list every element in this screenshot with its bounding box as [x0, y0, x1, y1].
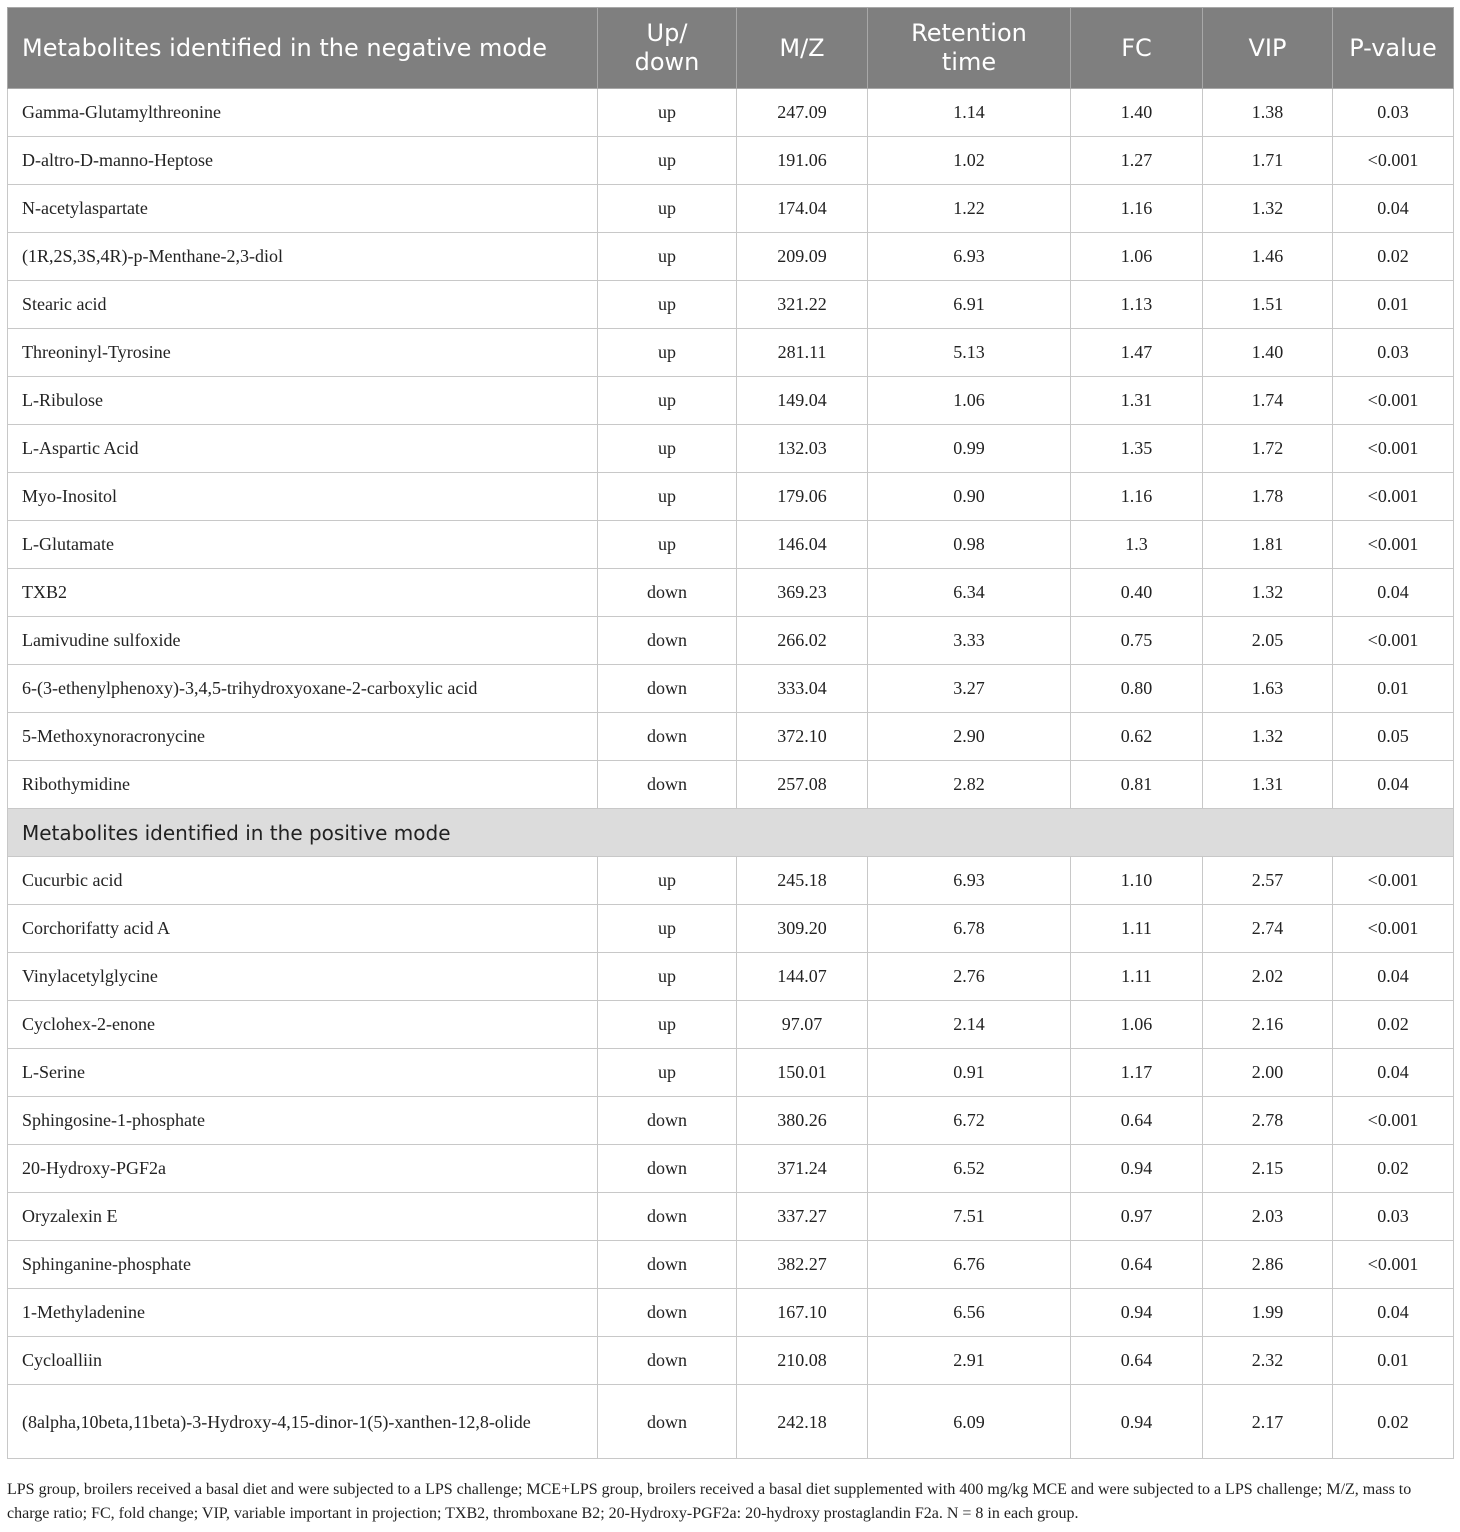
fc-cell: 0.94: [1071, 1289, 1203, 1337]
vip-cell: 1.99: [1203, 1289, 1333, 1337]
table-row: [8, 281, 1454, 329]
direction-cell: down: [598, 617, 737, 665]
direction-cell: up: [598, 1049, 737, 1097]
fc-cell: 0.64: [1071, 1241, 1203, 1289]
p-value-cell: 0.03: [1333, 329, 1454, 377]
fc-cell: 0.94: [1071, 1145, 1203, 1193]
vip-cell: 2.57: [1203, 857, 1333, 905]
retention-time-cell: 2.76: [868, 953, 1071, 1001]
vip-cell: 2.16: [1203, 1001, 1333, 1049]
p-value-cell: 0.04: [1333, 761, 1454, 809]
metabolite-name-cell: Vinylacetylglycine: [8, 953, 598, 1001]
p-value-cell: <0.001: [1333, 137, 1454, 185]
mz-cell: 257.08: [737, 761, 868, 809]
p-value-cell: 0.03: [1333, 89, 1454, 137]
retention-time-cell: 0.98: [868, 521, 1071, 569]
fc-cell: 0.64: [1071, 1097, 1203, 1145]
fc-cell: 0.62: [1071, 713, 1203, 761]
table-row: [8, 617, 1454, 665]
metabolite-name-cell: 6-(3-ethenylphenoxy)-3,4,5-trihydroxyoxane-2-carboxylic acid: [8, 665, 598, 713]
metabolite-name-cell: (1R,2S,3S,4R)-p-Menthane-2,3-diol: [8, 233, 598, 281]
header-metabolite: Metabolites identified in the negative mode: [8, 8, 598, 89]
table-row: [8, 137, 1454, 185]
retention-time-cell: 1.02: [868, 137, 1071, 185]
fc-cell: 1.31: [1071, 377, 1203, 425]
mz-cell: 372.10: [737, 713, 868, 761]
header-p-value: P-value: [1333, 8, 1454, 89]
direction-cell: up: [598, 233, 737, 281]
p-value-cell: <0.001: [1333, 905, 1454, 953]
retention-time-cell: 2.90: [868, 713, 1071, 761]
table-row: [8, 473, 1454, 521]
p-value-cell: <0.001: [1333, 617, 1454, 665]
header-retention-time: Retention time: [868, 8, 1071, 89]
direction-cell: down: [598, 1337, 737, 1385]
fc-cell: 1.3: [1071, 521, 1203, 569]
retention-time-cell: 2.82: [868, 761, 1071, 809]
direction-cell: down: [598, 1193, 737, 1241]
metabolite-name-cell: D-altro-D-manno-Heptose: [8, 137, 598, 185]
table-row: [8, 1337, 1454, 1385]
positive-mode-section-label: Metabolites identified in the positive mode: [8, 809, 1454, 857]
table-row: [8, 1097, 1454, 1145]
table-header-row: [8, 8, 1454, 89]
p-value-cell: 0.02: [1333, 233, 1454, 281]
header-mz: M/Z: [737, 8, 868, 89]
direction-cell: up: [598, 521, 737, 569]
table-row: [8, 905, 1454, 953]
retention-time-cell: 6.52: [868, 1145, 1071, 1193]
mz-cell: 382.27: [737, 1241, 868, 1289]
direction-cell: up: [598, 329, 737, 377]
p-value-cell: 0.02: [1333, 1385, 1454, 1459]
table-row: [8, 713, 1454, 761]
table-row: [8, 1289, 1454, 1337]
vip-cell: 1.74: [1203, 377, 1333, 425]
table-row: [8, 89, 1454, 137]
mz-cell: 371.24: [737, 1145, 868, 1193]
metabolite-name-cell: (8alpha,10beta,11beta)-3-Hydroxy-4,15-dinor-1(5)-xanthen-12,8-olide: [8, 1385, 598, 1459]
fc-cell: 1.11: [1071, 953, 1203, 1001]
fc-cell: 0.97: [1071, 1193, 1203, 1241]
vip-cell: 1.81: [1203, 521, 1333, 569]
metabolite-name-cell: Corchorifatty acid A: [8, 905, 598, 953]
mz-cell: 337.27: [737, 1193, 868, 1241]
vip-cell: 2.32: [1203, 1337, 1333, 1385]
fc-cell: 1.06: [1071, 1001, 1203, 1049]
metabolite-name-cell: L-Glutamate: [8, 521, 598, 569]
mz-cell: 245.18: [737, 857, 868, 905]
retention-time-cell: 0.99: [868, 425, 1071, 473]
mz-cell: 146.04: [737, 521, 868, 569]
vip-cell: 2.78: [1203, 1097, 1333, 1145]
mz-cell: 149.04: [737, 377, 868, 425]
metabolite-name-cell: Cyclohex-2-enone: [8, 1001, 598, 1049]
metabolite-name-cell: Oryzalexin E: [8, 1193, 598, 1241]
mz-cell: 209.09: [737, 233, 868, 281]
retention-time-cell: 6.78: [868, 905, 1071, 953]
fc-cell: 1.10: [1071, 857, 1203, 905]
mz-cell: 179.06: [737, 473, 868, 521]
vip-cell: 2.15: [1203, 1145, 1333, 1193]
metabolite-name-cell: Gamma-Glutamylthreonine: [8, 89, 598, 137]
retention-time-cell: 2.14: [868, 1001, 1071, 1049]
metabolite-name-cell: 5-Methoxynoracronycine: [8, 713, 598, 761]
metabolite-name-cell: Cycloalliin: [8, 1337, 598, 1385]
p-value-cell: <0.001: [1333, 1241, 1454, 1289]
table-row: [8, 425, 1454, 473]
fc-cell: 1.16: [1071, 185, 1203, 233]
direction-cell: up: [598, 137, 737, 185]
p-value-cell: <0.001: [1333, 1097, 1454, 1145]
table-row: [8, 1001, 1454, 1049]
fc-cell: 1.47: [1071, 329, 1203, 377]
vip-cell: 2.05: [1203, 617, 1333, 665]
fc-cell: 1.35: [1071, 425, 1203, 473]
direction-cell: down: [598, 569, 737, 617]
direction-cell: down: [598, 1385, 737, 1459]
table-row: [8, 569, 1454, 617]
vip-cell: 1.72: [1203, 425, 1333, 473]
header-fc: FC: [1071, 8, 1203, 89]
direction-cell: down: [598, 713, 737, 761]
metabolites-table: [7, 7, 1454, 1459]
table-row: [8, 1385, 1454, 1459]
metabolite-name-cell: Ribothymidine: [8, 761, 598, 809]
retention-time-cell: 6.56: [868, 1289, 1071, 1337]
direction-cell: up: [598, 281, 737, 329]
table-row: [8, 1145, 1454, 1193]
retention-time-cell: 0.91: [868, 1049, 1071, 1097]
vip-cell: 2.02: [1203, 953, 1333, 1001]
table-row: [8, 1049, 1454, 1097]
metabolite-name-cell: Myo-Inositol: [8, 473, 598, 521]
mz-cell: 321.22: [737, 281, 868, 329]
p-value-cell: <0.001: [1333, 473, 1454, 521]
metabolite-name-cell: N-acetylaspartate: [8, 185, 598, 233]
retention-time-cell: 1.14: [868, 89, 1071, 137]
metabolite-name-cell: L-Ribulose: [8, 377, 598, 425]
table-row: [8, 521, 1454, 569]
retention-time-cell: 5.13: [868, 329, 1071, 377]
mz-cell: 191.06: [737, 137, 868, 185]
metabolite-name-cell: L-Serine: [8, 1049, 598, 1097]
p-value-cell: 0.04: [1333, 953, 1454, 1001]
fc-cell: 0.64: [1071, 1337, 1203, 1385]
mz-cell: 150.01: [737, 1049, 868, 1097]
fc-cell: 1.11: [1071, 905, 1203, 953]
direction-cell: up: [598, 185, 737, 233]
vip-cell: 1.46: [1203, 233, 1333, 281]
vip-cell: 1.71: [1203, 137, 1333, 185]
table-row: [8, 329, 1454, 377]
mz-cell: 247.09: [737, 89, 868, 137]
retention-time-cell: 0.90: [868, 473, 1071, 521]
header-vip: VIP: [1203, 8, 1333, 89]
mz-cell: 281.11: [737, 329, 868, 377]
mz-cell: 167.10: [737, 1289, 868, 1337]
p-value-cell: 0.05: [1333, 713, 1454, 761]
vip-cell: 1.32: [1203, 713, 1333, 761]
mz-cell: 97.07: [737, 1001, 868, 1049]
metabolite-name-cell: TXB2: [8, 569, 598, 617]
direction-cell: down: [598, 1241, 737, 1289]
metabolite-name-cell: 1-Methyladenine: [8, 1289, 598, 1337]
fc-cell: 0.75: [1071, 617, 1203, 665]
direction-cell: down: [598, 665, 737, 713]
mz-cell: 242.18: [737, 1385, 868, 1459]
mz-cell: 309.20: [737, 905, 868, 953]
metabolite-name-cell: Cucurbic acid: [8, 857, 598, 905]
metabolite-name-cell: L-Aspartic Acid: [8, 425, 598, 473]
retention-time-cell: 6.93: [868, 857, 1071, 905]
vip-cell: 1.38: [1203, 89, 1333, 137]
direction-cell: up: [598, 377, 737, 425]
table-row: [8, 185, 1454, 233]
metabolite-name-cell: Sphinganine-phosphate: [8, 1241, 598, 1289]
fc-cell: 0.80: [1071, 665, 1203, 713]
metabolite-name-cell: Lamivudine sulfoxide: [8, 617, 598, 665]
retention-time-cell: 6.93: [868, 233, 1071, 281]
fc-cell: 1.40: [1071, 89, 1203, 137]
mz-cell: 380.26: [737, 1097, 868, 1145]
direction-cell: up: [598, 953, 737, 1001]
p-value-cell: <0.001: [1333, 425, 1454, 473]
mz-cell: 174.04: [737, 185, 868, 233]
retention-time-cell: 1.06: [868, 377, 1071, 425]
table-row: [8, 1241, 1454, 1289]
vip-cell: 2.17: [1203, 1385, 1333, 1459]
retention-time-cell: 6.76: [868, 1241, 1071, 1289]
p-value-cell: 0.04: [1333, 185, 1454, 233]
retention-time-cell: 1.22: [868, 185, 1071, 233]
mz-cell: 333.04: [737, 665, 868, 713]
direction-cell: down: [598, 1145, 737, 1193]
fc-cell: 1.17: [1071, 1049, 1203, 1097]
table-row: [8, 233, 1454, 281]
vip-cell: 1.51: [1203, 281, 1333, 329]
direction-cell: down: [598, 1289, 737, 1337]
metabolite-name-cell: Stearic acid: [8, 281, 598, 329]
mz-cell: 144.07: [737, 953, 868, 1001]
fc-cell: 1.27: [1071, 137, 1203, 185]
direction-cell: up: [598, 473, 737, 521]
p-value-cell: 0.02: [1333, 1001, 1454, 1049]
direction-cell: up: [598, 905, 737, 953]
vip-cell: 1.78: [1203, 473, 1333, 521]
fc-cell: 0.94: [1071, 1385, 1203, 1459]
metabolites-table-container: [7, 7, 1453, 1459]
fc-cell: 1.13: [1071, 281, 1203, 329]
p-value-cell: 0.04: [1333, 1049, 1454, 1097]
p-value-cell: 0.04: [1333, 569, 1454, 617]
vip-cell: 2.86: [1203, 1241, 1333, 1289]
vip-cell: 1.32: [1203, 569, 1333, 617]
section-header-row: [8, 809, 1454, 857]
table-body: [8, 89, 1454, 1459]
retention-time-cell: 2.91: [868, 1337, 1071, 1385]
direction-cell: down: [598, 761, 737, 809]
fc-cell: 0.40: [1071, 569, 1203, 617]
mz-cell: 369.23: [737, 569, 868, 617]
p-value-cell: 0.01: [1333, 665, 1454, 713]
vip-cell: 1.63: [1203, 665, 1333, 713]
metabolite-name-cell: Sphingosine-1-phosphate: [8, 1097, 598, 1145]
retention-time-cell: 3.33: [868, 617, 1071, 665]
direction-cell: up: [598, 1001, 737, 1049]
retention-time-cell: 6.91: [868, 281, 1071, 329]
mz-cell: 266.02: [737, 617, 868, 665]
table-footnote: LPS group, broilers received a basal diet and were subjected to a LPS challenge; MCE+LPS group, broilers received a basal diet supplemented with 400 mg/kg MCE and were subjected to a LPS challenge; M/Z, mass to charge ratio; FC, fold change; VIP, variable important in projection; TXB2, thromboxane B2; 20-Hydroxy-PGF2a: 20-hydroxy prostaglandin F2a. N = 8 in each group.: [7, 1481, 1412, 1522]
table-row: [8, 1193, 1454, 1241]
vip-cell: 2.03: [1203, 1193, 1333, 1241]
fc-cell: 1.16: [1071, 473, 1203, 521]
p-value-cell: 0.01: [1333, 281, 1454, 329]
p-value-cell: <0.001: [1333, 857, 1454, 905]
vip-cell: 2.00: [1203, 1049, 1333, 1097]
direction-cell: up: [598, 425, 737, 473]
direction-cell: down: [598, 1097, 737, 1145]
direction-cell: up: [598, 89, 737, 137]
direction-cell: up: [598, 857, 737, 905]
p-value-cell: 0.02: [1333, 1145, 1454, 1193]
retention-time-cell: 6.72: [868, 1097, 1071, 1145]
vip-cell: 1.32: [1203, 185, 1333, 233]
mz-cell: 132.03: [737, 425, 868, 473]
vip-cell: 2.74: [1203, 905, 1333, 953]
fc-cell: 1.06: [1071, 233, 1203, 281]
p-value-cell: 0.04: [1333, 1289, 1454, 1337]
p-value-cell: <0.001: [1333, 521, 1454, 569]
table-row: [8, 761, 1454, 809]
p-value-cell: 0.03: [1333, 1193, 1454, 1241]
retention-time-cell: 3.27: [868, 665, 1071, 713]
retention-time-cell: 6.34: [868, 569, 1071, 617]
header-up-down: Up/ down: [598, 8, 737, 89]
vip-cell: 1.40: [1203, 329, 1333, 377]
table-row: [8, 665, 1454, 713]
table-row: [8, 953, 1454, 1001]
p-value-cell: <0.001: [1333, 377, 1454, 425]
retention-time-cell: 6.09: [868, 1385, 1071, 1459]
metabolite-name-cell: 20-Hydroxy-PGF2a: [8, 1145, 598, 1193]
retention-time-cell: 7.51: [868, 1193, 1071, 1241]
vip-cell: 1.31: [1203, 761, 1333, 809]
mz-cell: 210.08: [737, 1337, 868, 1385]
p-value-cell: 0.01: [1333, 1337, 1454, 1385]
table-row: [8, 377, 1454, 425]
table-row: [8, 857, 1454, 905]
fc-cell: 0.81: [1071, 761, 1203, 809]
metabolite-name-cell: Threoninyl-Tyrosine: [8, 329, 598, 377]
